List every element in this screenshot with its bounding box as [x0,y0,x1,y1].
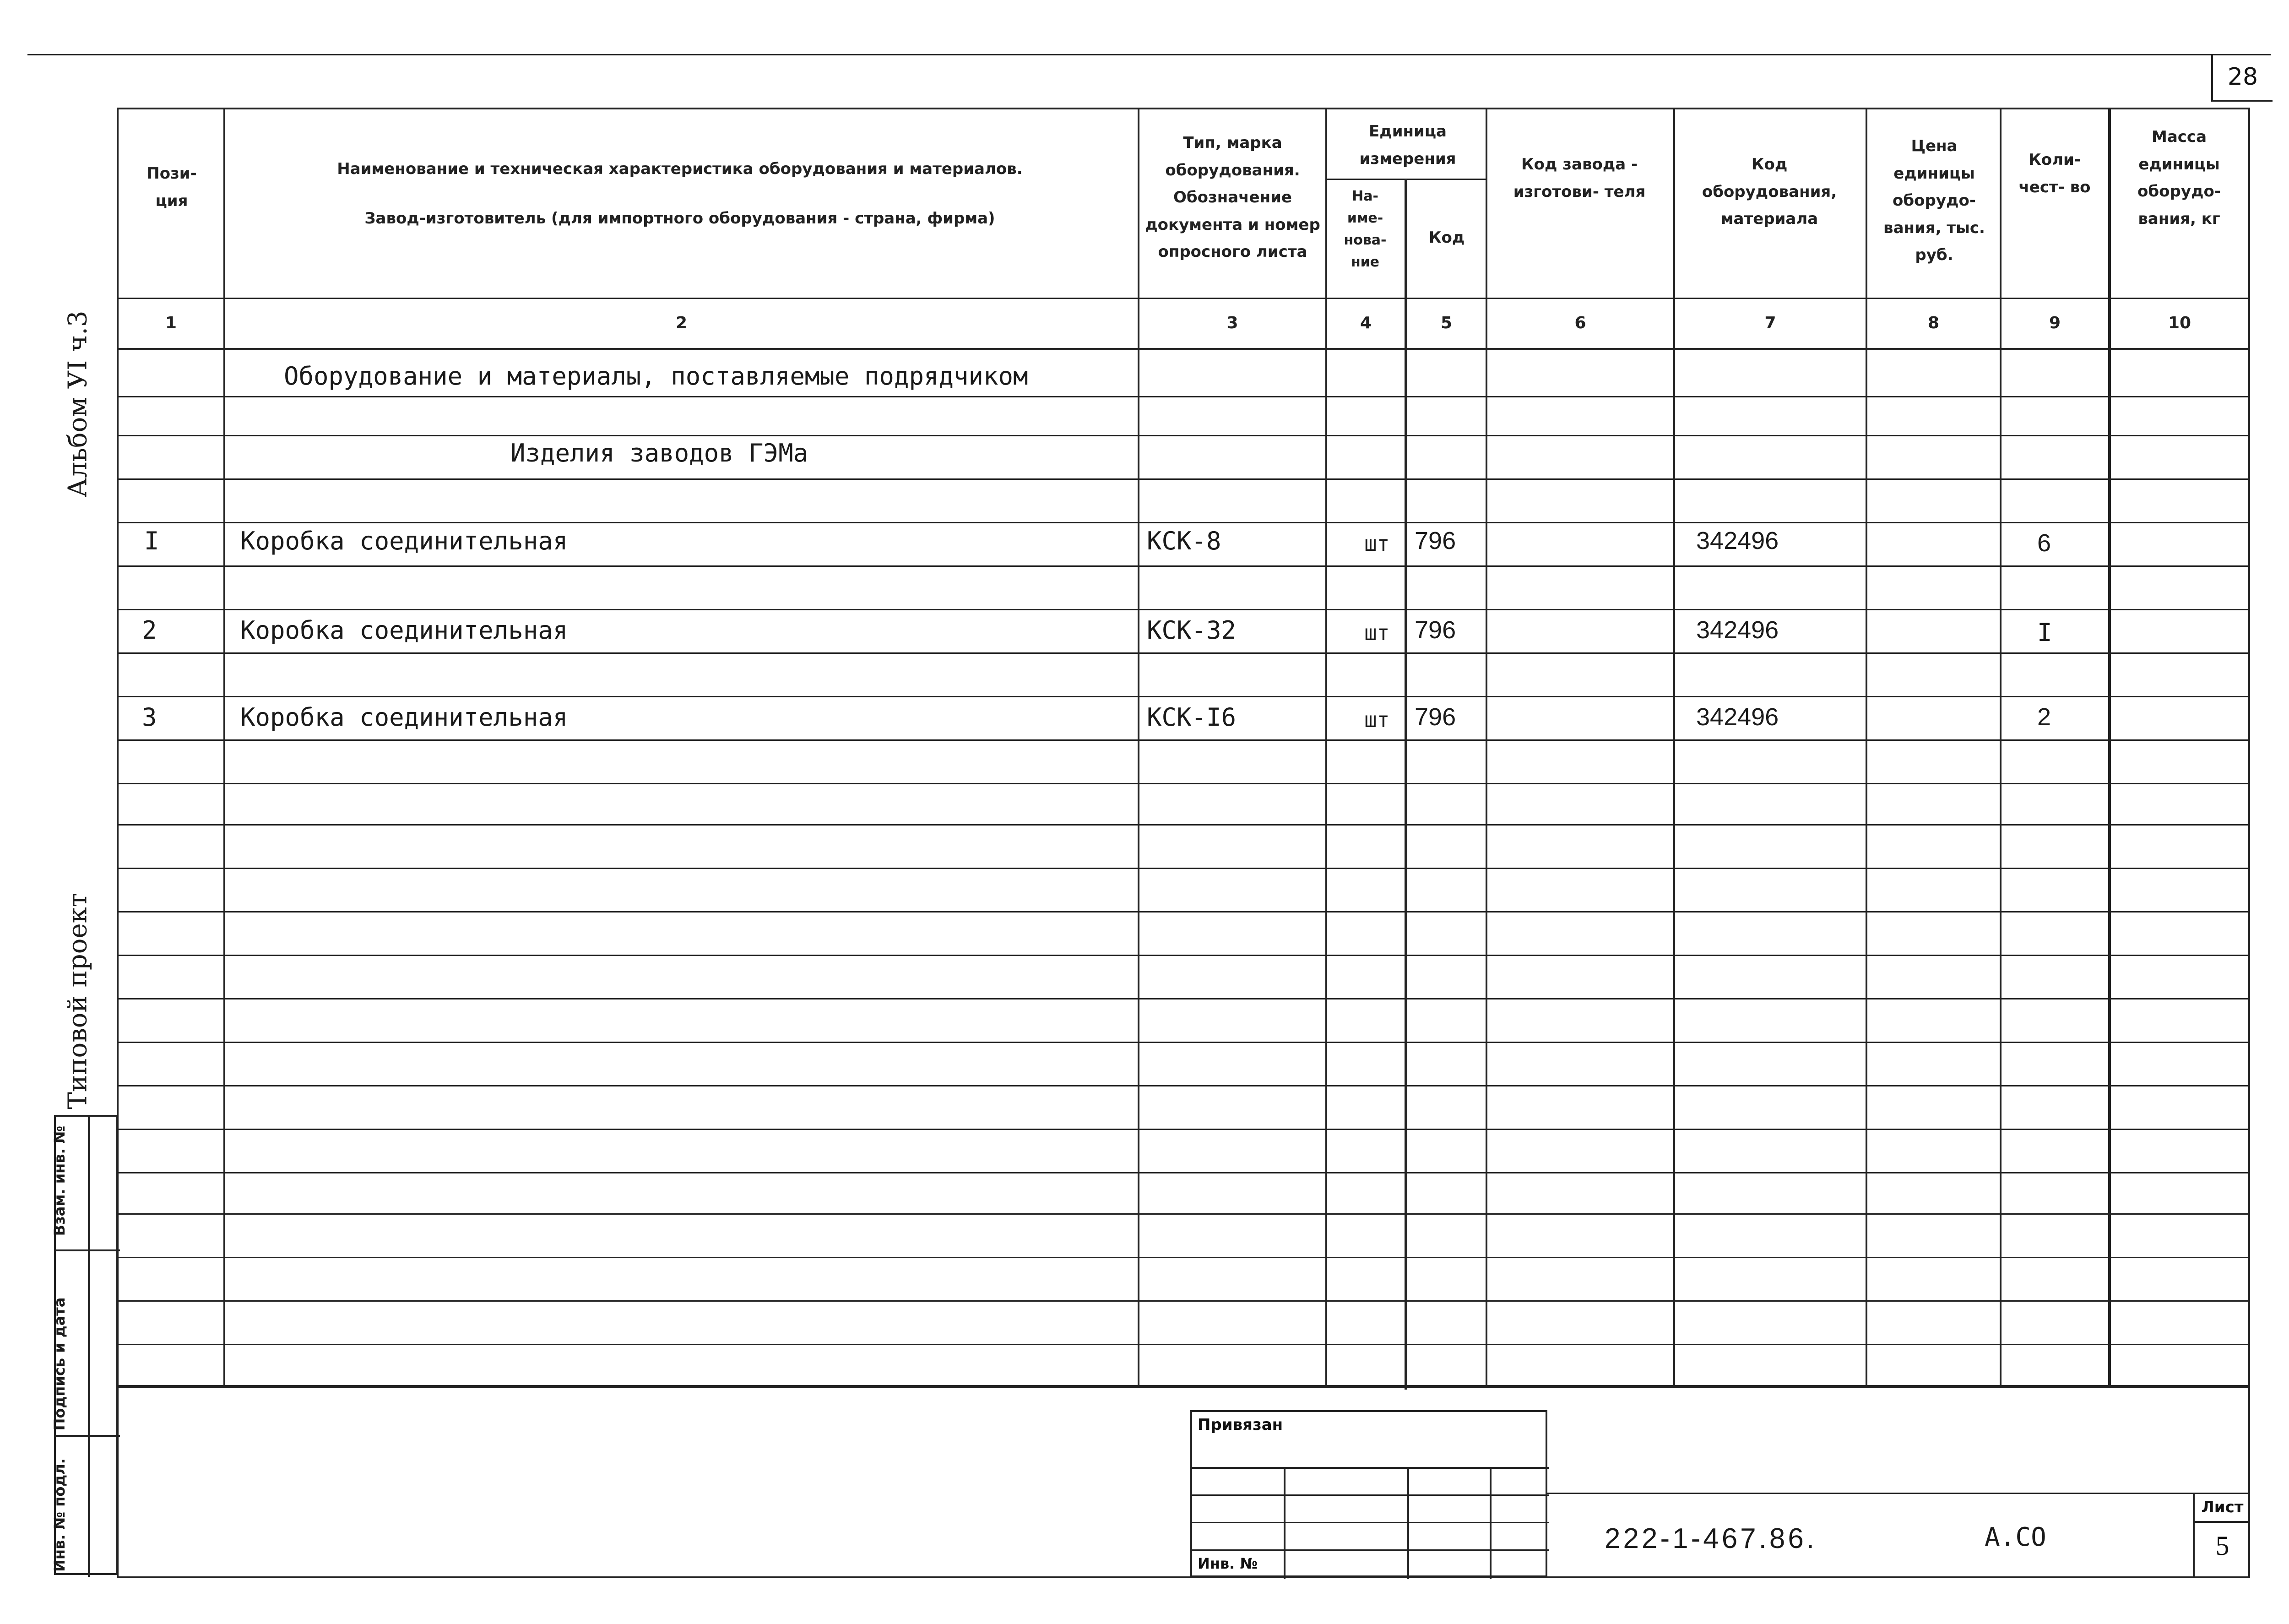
row-type: КСК-8 [1147,527,1221,555]
binding-box [1190,1410,1547,1577]
column-number-5: 5 [1440,314,1453,332]
stamp-replaces-inv: Взам. инв. № [51,1125,68,1236]
row-type: КСК-I6 [1147,703,1237,732]
header-unit-group: Единица измерения [1359,122,1456,168]
row-position: 2 [142,616,157,645]
row-position: 3 [142,703,157,732]
row-unit-code: 796 [1415,527,1456,554]
header-unit-code: Код [1428,228,1465,247]
row-qty: I [2037,618,2052,647]
header-factory-code: Код завода - изготови- теля [1513,155,1646,201]
column-number-9: 9 [2049,314,2061,332]
row-equip-code: 342496 [1696,703,1779,731]
row-type: КСК-32 [1147,616,1237,645]
row-position: I [144,527,159,555]
top-rule [27,54,2271,55]
stamp-top-rule [1547,1493,2250,1494]
row-qty: 2 [2037,703,2051,731]
corner-number-box [2211,54,2273,102]
column-number-10: 10 [2168,314,2191,332]
column-number-2: 2 [675,314,688,332]
row-unit-code: 796 [1415,703,1456,731]
spec-table [117,108,2250,1387]
stamp-sign-date: Подпись и дата [51,1297,68,1431]
album-label: Альбом УI ч.3 [63,310,93,498]
header-mass: Масса единицы оборудо- вания, кг [2137,128,2221,228]
document-code: А.СО [1985,1522,2046,1552]
sheet-label: Лист [2201,1498,2244,1516]
section-title: Оборудование и материалы, поставляемые подрядчиком [284,362,1028,391]
row-name: Коробка соединительная [240,527,568,555]
row-name: Коробка соединительная [240,703,568,732]
row-unit-code: 796 [1415,616,1456,644]
inv-label: Инв. № [1198,1555,1258,1572]
header-position: Пози- ция [146,164,197,210]
sheet-box [2193,1493,2250,1578]
header-quantity: Коли- чест- во [2018,151,2091,196]
column-number-6: 6 [1574,314,1586,332]
column-number-4: 4 [1360,314,1372,332]
bottom-frame [117,1385,2250,1578]
column-number-7: 7 [1764,314,1776,332]
row-equip-code: 342496 [1696,616,1779,644]
header-name-line1: Наименование и техническая характеристика оборудования и материалов. [337,160,1023,178]
row-equip-code: 342496 [1696,527,1779,554]
header-unit-name: На- име- нова- ние [1344,188,1387,270]
binding-label: Привязан [1198,1416,1283,1434]
column-number-8: 8 [1927,314,1940,332]
row-qty: 6 [2037,529,2051,557]
project-label: Типовой проект [63,893,93,1109]
column-number-1: 1 [165,314,177,332]
header-equip-code: Код оборудования, материала [1702,155,1837,228]
column-number-3: 3 [1226,314,1238,332]
row-unit: шт [1364,620,1390,645]
corner-number: 28 [2227,63,2258,91]
header-price: Цена единицы оборудо- вания, тыс. руб. [1883,137,1985,264]
subsection-title: Изделия заводов ГЭМа [510,439,808,467]
header-type: Тип, марка оборудования. Обозначение документа и номер опросного листа [1145,134,1320,261]
row-name: Коробка соединительная [240,616,568,645]
row-unit: шт [1364,707,1390,732]
stamp-inv-orig: Инв. № подл. [51,1458,68,1572]
header-name-line2: Завод-изготовитель (для импортного оборудования - страна, фирма) [364,209,995,228]
row-unit: шт [1364,531,1390,556]
sheet-number: 5 [2215,1531,2229,1561]
document-number: 222-1-467.86. [1605,1523,1817,1554]
